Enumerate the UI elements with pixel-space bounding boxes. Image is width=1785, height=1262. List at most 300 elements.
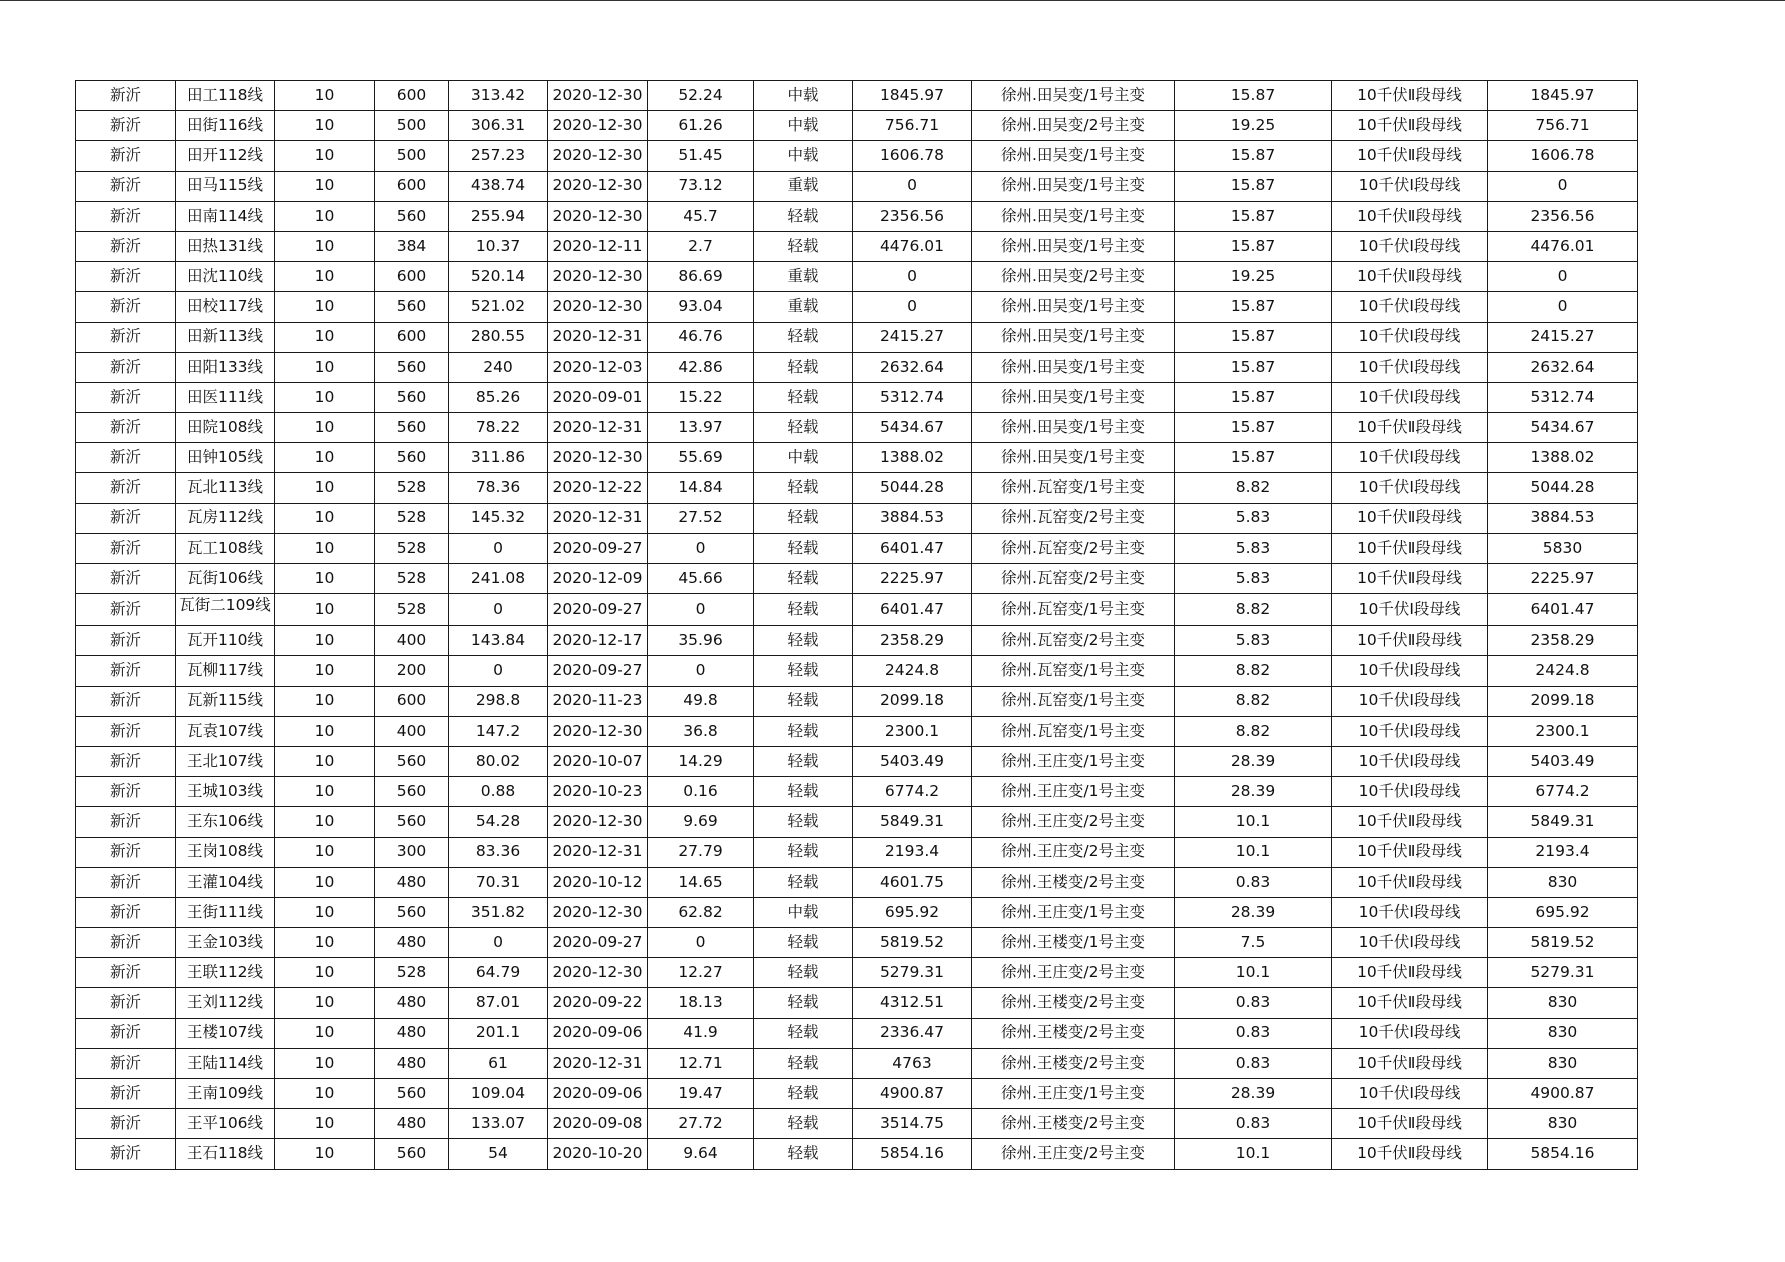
county-cell: 新沂 bbox=[76, 231, 176, 261]
margin-cell: 5044.28 bbox=[853, 473, 972, 503]
rated-current-cell: 528 bbox=[375, 503, 449, 533]
table-row bbox=[76, 171, 1638, 201]
margin-cell: 4601.75 bbox=[853, 867, 972, 897]
load-current-cell: 10.37 bbox=[449, 231, 548, 261]
load-current-cell: 64.79 bbox=[449, 958, 548, 988]
county-cell: 新沂 bbox=[76, 1018, 176, 1048]
margin-cell: 5279.31 bbox=[853, 958, 972, 988]
load-rate-cell: 12.27 bbox=[648, 958, 754, 988]
rated-current-cell: 560 bbox=[375, 443, 449, 473]
load-status-cell: 轻载 bbox=[754, 1079, 853, 1109]
load-current-cell: 438.74 bbox=[449, 171, 548, 201]
load-status-cell: 轻载 bbox=[754, 716, 853, 746]
table-row bbox=[76, 656, 1638, 686]
load-rate-cell: 46.76 bbox=[648, 322, 754, 352]
table-row bbox=[76, 533, 1638, 563]
table-row bbox=[76, 443, 1638, 473]
load-rate-cell: 61.26 bbox=[648, 111, 754, 141]
transformer-rate-cell: 15.87 bbox=[1175, 171, 1332, 201]
voltage-cell: 10 bbox=[275, 352, 375, 382]
date-cell: 2020-09-06 bbox=[548, 1018, 648, 1048]
date-cell: 2020-12-11 bbox=[548, 231, 648, 261]
rated-current-cell: 480 bbox=[375, 988, 449, 1018]
rated-current-cell: 600 bbox=[375, 171, 449, 201]
date-cell: 2020-12-30 bbox=[548, 716, 648, 746]
load-status-cell: 轻载 bbox=[754, 746, 853, 776]
capacity-cell: 2193.4 bbox=[1488, 837, 1638, 867]
busbar-cell: 10千伏Ⅰ段母线 bbox=[1332, 928, 1488, 958]
voltage-cell: 10 bbox=[275, 292, 375, 322]
date-cell: 2020-12-30 bbox=[548, 111, 648, 141]
margin-cell: 5403.49 bbox=[853, 746, 972, 776]
load-status-cell: 轻载 bbox=[754, 656, 853, 686]
busbar-cell: 10千伏Ⅰ段母线 bbox=[1332, 746, 1488, 776]
load-current-cell: 87.01 bbox=[449, 988, 548, 1018]
line-name-cell: 王北107线 bbox=[176, 746, 275, 776]
transformer-cell: 徐州.王庄变/1号主变 bbox=[972, 746, 1175, 776]
date-cell: 2020-09-01 bbox=[548, 382, 648, 412]
transformer-cell: 徐州.田吴变/1号主变 bbox=[972, 382, 1175, 412]
capacity-cell: 830 bbox=[1488, 1018, 1638, 1048]
rated-current-cell: 600 bbox=[375, 81, 449, 111]
county-cell: 新沂 bbox=[76, 352, 176, 382]
busbar-cell: 10千伏Ⅰ段母线 bbox=[1332, 656, 1488, 686]
line-name-cell: 田钟105线 bbox=[176, 443, 275, 473]
voltage-cell: 10 bbox=[275, 928, 375, 958]
load-rate-cell: 12.71 bbox=[648, 1048, 754, 1078]
load-current-cell: 255.94 bbox=[449, 201, 548, 231]
load-rate-cell: 42.86 bbox=[648, 352, 754, 382]
county-cell: 新沂 bbox=[76, 1048, 176, 1078]
table-row bbox=[76, 716, 1638, 746]
rated-current-cell: 560 bbox=[375, 1079, 449, 1109]
capacity-cell: 0 bbox=[1488, 262, 1638, 292]
capacity-cell: 2300.1 bbox=[1488, 716, 1638, 746]
transformer-rate-cell: 0.83 bbox=[1175, 988, 1332, 1018]
load-rate-cell: 0 bbox=[648, 928, 754, 958]
load-rate-cell: 14.84 bbox=[648, 473, 754, 503]
capacity-cell: 5849.31 bbox=[1488, 807, 1638, 837]
transformer-cell: 徐州.田吴变/1号主变 bbox=[972, 322, 1175, 352]
table-row bbox=[76, 322, 1638, 352]
load-current-cell: 306.31 bbox=[449, 111, 548, 141]
transformer-rate-cell: 28.39 bbox=[1175, 777, 1332, 807]
transformer-cell: 徐州.王庄变/2号主变 bbox=[972, 1139, 1175, 1169]
line-name-cell: 王陆114线 bbox=[176, 1048, 275, 1078]
table-row bbox=[76, 231, 1638, 261]
voltage-cell: 10 bbox=[275, 958, 375, 988]
load-rate-cell: 9.69 bbox=[648, 807, 754, 837]
rated-current-cell: 560 bbox=[375, 746, 449, 776]
transformer-rate-cell: 10.1 bbox=[1175, 1139, 1332, 1169]
busbar-cell: 10千伏Ⅱ段母线 bbox=[1332, 111, 1488, 141]
table-row bbox=[76, 626, 1638, 656]
load-current-cell: 298.8 bbox=[449, 686, 548, 716]
table-row bbox=[76, 837, 1638, 867]
voltage-cell: 10 bbox=[275, 1139, 375, 1169]
capacity-cell: 1845.97 bbox=[1488, 81, 1638, 111]
margin-cell: 3884.53 bbox=[853, 503, 972, 533]
date-cell: 2020-12-30 bbox=[548, 81, 648, 111]
capacity-cell: 2225.97 bbox=[1488, 564, 1638, 594]
load-status-cell: 轻载 bbox=[754, 686, 853, 716]
transformer-rate-cell: 8.82 bbox=[1175, 716, 1332, 746]
line-name-cell: 田热131线 bbox=[176, 231, 275, 261]
line-name-cell: 田新113线 bbox=[176, 322, 275, 352]
county-cell: 新沂 bbox=[76, 897, 176, 927]
transformer-cell: 徐州.田吴变/1号主变 bbox=[972, 292, 1175, 322]
transformer-cell: 徐州.田吴变/1号主变 bbox=[972, 201, 1175, 231]
rated-current-cell: 560 bbox=[375, 1139, 449, 1169]
date-cell: 2020-12-30 bbox=[548, 171, 648, 201]
margin-cell: 5312.74 bbox=[853, 382, 972, 412]
load-status-cell: 轻载 bbox=[754, 837, 853, 867]
line-name-cell: 王南109线 bbox=[176, 1079, 275, 1109]
table-row bbox=[76, 928, 1638, 958]
date-cell: 2020-12-31 bbox=[548, 413, 648, 443]
capacity-cell: 5830 bbox=[1488, 533, 1638, 563]
load-rate-cell: 45.7 bbox=[648, 201, 754, 231]
rated-current-cell: 480 bbox=[375, 1109, 449, 1139]
rated-current-cell: 500 bbox=[375, 141, 449, 171]
line-name-cell: 王岗108线 bbox=[176, 837, 275, 867]
transformer-cell: 徐州.田吴变/1号主变 bbox=[972, 231, 1175, 261]
date-cell: 2020-12-30 bbox=[548, 897, 648, 927]
capacity-cell: 756.71 bbox=[1488, 111, 1638, 141]
line-name-cell: 田开112线 bbox=[176, 141, 275, 171]
date-cell: 2020-10-23 bbox=[548, 777, 648, 807]
margin-cell: 4312.51 bbox=[853, 988, 972, 1018]
county-cell: 新沂 bbox=[76, 626, 176, 656]
voltage-cell: 10 bbox=[275, 656, 375, 686]
busbar-cell: 10千伏Ⅰ段母线 bbox=[1332, 352, 1488, 382]
load-status-cell: 轻载 bbox=[754, 928, 853, 958]
rated-current-cell: 200 bbox=[375, 656, 449, 686]
table-row bbox=[76, 746, 1638, 776]
load-status-cell: 轻载 bbox=[754, 322, 853, 352]
line-name-cell: 王灌104线 bbox=[176, 867, 275, 897]
load-status-cell: 轻载 bbox=[754, 231, 853, 261]
date-cell: 2020-12-31 bbox=[548, 837, 648, 867]
load-current-cell: 240 bbox=[449, 352, 548, 382]
load-rate-cell: 51.45 bbox=[648, 141, 754, 171]
rated-current-cell: 480 bbox=[375, 1018, 449, 1048]
date-cell: 2020-09-27 bbox=[548, 656, 648, 686]
rated-current-cell: 560 bbox=[375, 777, 449, 807]
load-rate-cell: 2.7 bbox=[648, 231, 754, 261]
load-rate-cell: 35.96 bbox=[648, 626, 754, 656]
load-status-cell: 中载 bbox=[754, 897, 853, 927]
table-row bbox=[76, 897, 1638, 927]
county-cell: 新沂 bbox=[76, 716, 176, 746]
busbar-cell: 10千伏Ⅱ段母线 bbox=[1332, 81, 1488, 111]
table-row bbox=[76, 292, 1638, 322]
date-cell: 2020-12-22 bbox=[548, 473, 648, 503]
load-rate-cell: 18.13 bbox=[648, 988, 754, 1018]
transformer-cell: 徐州.瓦窑变/1号主变 bbox=[972, 716, 1175, 746]
line-name-cell: 田院108线 bbox=[176, 413, 275, 443]
voltage-cell: 10 bbox=[275, 533, 375, 563]
county-cell: 新沂 bbox=[76, 533, 176, 563]
line-name-cell: 瓦柳117线 bbox=[176, 656, 275, 686]
transformer-rate-cell: 19.25 bbox=[1175, 111, 1332, 141]
load-status-cell: 轻载 bbox=[754, 626, 853, 656]
line-name-cell: 王东106线 bbox=[176, 807, 275, 837]
voltage-cell: 10 bbox=[275, 262, 375, 292]
rated-current-cell: 480 bbox=[375, 867, 449, 897]
margin-cell: 4900.87 bbox=[853, 1079, 972, 1109]
load-rate-cell: 41.9 bbox=[648, 1018, 754, 1048]
load-rate-cell: 14.29 bbox=[648, 746, 754, 776]
capacity-cell: 6774.2 bbox=[1488, 777, 1638, 807]
capacity-cell: 5403.49 bbox=[1488, 746, 1638, 776]
date-cell: 2020-12-30 bbox=[548, 443, 648, 473]
load-current-cell: 109.04 bbox=[449, 1079, 548, 1109]
capacity-cell: 4476.01 bbox=[1488, 231, 1638, 261]
capacity-cell: 695.92 bbox=[1488, 897, 1638, 927]
capacity-cell: 6401.47 bbox=[1488, 594, 1638, 626]
load-rate-cell: 27.72 bbox=[648, 1109, 754, 1139]
transformer-cell: 徐州.田吴变/1号主变 bbox=[972, 81, 1175, 111]
voltage-cell: 10 bbox=[275, 231, 375, 261]
transformer-rate-cell: 15.87 bbox=[1175, 382, 1332, 412]
load-current-cell: 133.07 bbox=[449, 1109, 548, 1139]
rated-current-cell: 528 bbox=[375, 958, 449, 988]
county-cell: 新沂 bbox=[76, 81, 176, 111]
load-current-cell: 83.36 bbox=[449, 837, 548, 867]
margin-cell: 5854.16 bbox=[853, 1139, 972, 1169]
load-rate-cell: 14.65 bbox=[648, 867, 754, 897]
load-current-cell: 311.86 bbox=[449, 443, 548, 473]
line-name-cell bbox=[176, 594, 275, 626]
voltage-cell: 10 bbox=[275, 413, 375, 443]
capacity-cell: 5279.31 bbox=[1488, 958, 1638, 988]
capacity-cell: 5434.67 bbox=[1488, 413, 1638, 443]
load-rate-cell: 86.69 bbox=[648, 262, 754, 292]
margin-cell: 1845.97 bbox=[853, 81, 972, 111]
transformer-cell: 徐州.田吴变/2号主变 bbox=[972, 262, 1175, 292]
date-cell: 2020-12-30 bbox=[548, 201, 648, 231]
date-cell: 2020-12-31 bbox=[548, 322, 648, 352]
busbar-cell: 10千伏Ⅰ段母线 bbox=[1332, 897, 1488, 927]
county-cell: 新沂 bbox=[76, 262, 176, 292]
transformer-cell: 徐州.王庄变/2号主变 bbox=[972, 837, 1175, 867]
line-name-cell: 王平106线 bbox=[176, 1109, 275, 1139]
transformer-rate-cell: 10.1 bbox=[1175, 807, 1332, 837]
rated-current-cell: 560 bbox=[375, 352, 449, 382]
date-cell: 2020-12-30 bbox=[548, 262, 648, 292]
margin-cell: 2300.1 bbox=[853, 716, 972, 746]
transformer-rate-cell: 28.39 bbox=[1175, 897, 1332, 927]
busbar-cell: 10千伏Ⅱ段母线 bbox=[1332, 807, 1488, 837]
margin-cell: 0 bbox=[853, 262, 972, 292]
load-current-cell: 280.55 bbox=[449, 322, 548, 352]
transformer-rate-cell: 15.87 bbox=[1175, 443, 1332, 473]
busbar-cell: 10千伏Ⅰ段母线 bbox=[1332, 171, 1488, 201]
margin-cell: 6774.2 bbox=[853, 777, 972, 807]
load-current-cell: 145.32 bbox=[449, 503, 548, 533]
margin-cell: 2193.4 bbox=[853, 837, 972, 867]
capacity-cell: 830 bbox=[1488, 867, 1638, 897]
county-cell: 新沂 bbox=[76, 594, 176, 626]
transformer-cell: 徐州.王庄变/1号主变 bbox=[972, 777, 1175, 807]
rated-current-cell: 528 bbox=[375, 594, 449, 626]
busbar-cell: 10千伏Ⅰ段母线 bbox=[1332, 322, 1488, 352]
top-border-line bbox=[0, 0, 1785, 1]
transformer-rate-cell: 15.87 bbox=[1175, 352, 1332, 382]
rated-current-cell: 384 bbox=[375, 231, 449, 261]
table-row bbox=[76, 594, 1638, 626]
transformer-cell: 徐州.田吴变/1号主变 bbox=[972, 141, 1175, 171]
capacity-cell: 2099.18 bbox=[1488, 686, 1638, 716]
rated-current-cell: 528 bbox=[375, 564, 449, 594]
transformer-rate-cell: 0.83 bbox=[1175, 1018, 1332, 1048]
capacity-cell: 5854.16 bbox=[1488, 1139, 1638, 1169]
table-row bbox=[76, 777, 1638, 807]
load-rate-cell: 55.69 bbox=[648, 443, 754, 473]
load-status-cell: 重载 bbox=[754, 292, 853, 322]
county-cell: 新沂 bbox=[76, 988, 176, 1018]
voltage-cell: 10 bbox=[275, 716, 375, 746]
transformer-cell: 徐州.田吴变/1号主变 bbox=[972, 171, 1175, 201]
busbar-cell: 10千伏Ⅱ段母线 bbox=[1332, 1109, 1488, 1139]
rated-current-cell: 560 bbox=[375, 382, 449, 412]
capacity-cell: 2632.64 bbox=[1488, 352, 1638, 382]
county-cell: 新沂 bbox=[76, 201, 176, 231]
line-name-cell: 王刘112线 bbox=[176, 988, 275, 1018]
voltage-cell: 10 bbox=[275, 1109, 375, 1139]
load-current-cell: 313.42 bbox=[449, 81, 548, 111]
rated-current-cell: 300 bbox=[375, 837, 449, 867]
county-cell: 新沂 bbox=[76, 1079, 176, 1109]
capacity-cell: 0 bbox=[1488, 171, 1638, 201]
busbar-cell: 10千伏Ⅰ段母线 bbox=[1332, 716, 1488, 746]
busbar-cell: 10千伏Ⅱ段母线 bbox=[1332, 988, 1488, 1018]
voltage-cell: 10 bbox=[275, 867, 375, 897]
margin-cell: 5819.52 bbox=[853, 928, 972, 958]
capacity-cell: 2415.27 bbox=[1488, 322, 1638, 352]
margin-cell: 0 bbox=[853, 292, 972, 322]
busbar-cell: 10千伏Ⅱ段母线 bbox=[1332, 626, 1488, 656]
margin-cell: 3514.75 bbox=[853, 1109, 972, 1139]
table-row bbox=[76, 111, 1638, 141]
transformer-rate-cell: 10.1 bbox=[1175, 837, 1332, 867]
table-row bbox=[76, 352, 1638, 382]
line-name-cell: 田校117线 bbox=[176, 292, 275, 322]
load-status-cell: 轻载 bbox=[754, 958, 853, 988]
margin-cell: 1606.78 bbox=[853, 141, 972, 171]
county-cell: 新沂 bbox=[76, 686, 176, 716]
county-cell: 新沂 bbox=[76, 503, 176, 533]
busbar-cell: 10千伏Ⅰ段母线 bbox=[1332, 686, 1488, 716]
busbar-cell: 10千伏Ⅱ段母线 bbox=[1332, 503, 1488, 533]
load-rate-cell: 15.22 bbox=[648, 382, 754, 412]
date-cell: 2020-10-12 bbox=[548, 867, 648, 897]
table-row bbox=[76, 81, 1638, 111]
table-row bbox=[76, 1018, 1638, 1048]
line-name-cell: 田医111线 bbox=[176, 382, 275, 412]
transformer-cell: 徐州.瓦窑变/2号主变 bbox=[972, 626, 1175, 656]
load-rate-cell: 52.24 bbox=[648, 81, 754, 111]
load-current-cell: 143.84 bbox=[449, 626, 548, 656]
table-row bbox=[76, 413, 1638, 443]
line-name-cell: 瓦开110线 bbox=[176, 626, 275, 656]
transformer-cell: 徐州.王楼变/2号主变 bbox=[972, 1109, 1175, 1139]
capacity-cell: 830 bbox=[1488, 1048, 1638, 1078]
county-cell: 新沂 bbox=[76, 1139, 176, 1169]
rated-current-cell: 480 bbox=[375, 928, 449, 958]
line-name-cell: 瓦房112线 bbox=[176, 503, 275, 533]
load-rate-cell: 49.8 bbox=[648, 686, 754, 716]
county-cell: 新沂 bbox=[76, 292, 176, 322]
transformer-cell: 徐州.王楼变/2号主变 bbox=[972, 1048, 1175, 1078]
table-row bbox=[76, 564, 1638, 594]
busbar-cell: 10千伏Ⅰ段母线 bbox=[1332, 777, 1488, 807]
county-cell: 新沂 bbox=[76, 564, 176, 594]
capacity-cell: 830 bbox=[1488, 1109, 1638, 1139]
date-cell: 2020-11-23 bbox=[548, 686, 648, 716]
transformer-rate-cell: 0.83 bbox=[1175, 1048, 1332, 1078]
load-status-cell: 轻载 bbox=[754, 473, 853, 503]
voltage-cell: 10 bbox=[275, 382, 375, 412]
date-cell: 2020-12-31 bbox=[548, 503, 648, 533]
margin-cell: 756.71 bbox=[853, 111, 972, 141]
busbar-cell: 10千伏Ⅱ段母线 bbox=[1332, 141, 1488, 171]
line-name-cell: 田沈110线 bbox=[176, 262, 275, 292]
table-row bbox=[76, 1048, 1638, 1078]
margin-cell: 2099.18 bbox=[853, 686, 972, 716]
line-name-cell: 瓦袁107线 bbox=[176, 716, 275, 746]
voltage-cell: 10 bbox=[275, 1018, 375, 1048]
load-current-cell: 241.08 bbox=[449, 564, 548, 594]
line-name-cell: 瓦工108线 bbox=[176, 533, 275, 563]
voltage-cell: 10 bbox=[275, 807, 375, 837]
busbar-cell: 10千伏Ⅱ段母线 bbox=[1332, 837, 1488, 867]
transformer-rate-cell: 15.87 bbox=[1175, 81, 1332, 111]
rated-current-cell: 600 bbox=[375, 322, 449, 352]
line-name-cell: 瓦街106线 bbox=[176, 564, 275, 594]
capacity-cell: 4900.87 bbox=[1488, 1079, 1638, 1109]
county-cell: 新沂 bbox=[76, 958, 176, 988]
busbar-cell: 10千伏Ⅱ段母线 bbox=[1332, 262, 1488, 292]
load-rate-cell: 0.16 bbox=[648, 777, 754, 807]
county-cell: 新沂 bbox=[76, 807, 176, 837]
load-status-cell: 轻载 bbox=[754, 352, 853, 382]
transformer-rate-cell: 5.83 bbox=[1175, 564, 1332, 594]
line-name-cell: 王城103线 bbox=[176, 777, 275, 807]
margin-cell: 2336.47 bbox=[853, 1018, 972, 1048]
line-name-cell: 田阳133线 bbox=[176, 352, 275, 382]
load-status-cell: 轻载 bbox=[754, 988, 853, 1018]
line-name-cell: 田工118线 bbox=[176, 81, 275, 111]
load-current-cell: 520.14 bbox=[449, 262, 548, 292]
load-current-cell: 78.22 bbox=[449, 413, 548, 443]
date-cell: 2020-09-22 bbox=[548, 988, 648, 1018]
date-cell: 2020-12-30 bbox=[548, 958, 648, 988]
load-status-cell: 重载 bbox=[754, 171, 853, 201]
transformer-cell: 徐州.王庄变/2号主变 bbox=[972, 958, 1175, 988]
margin-cell: 695.92 bbox=[853, 897, 972, 927]
capacity-cell: 1606.78 bbox=[1488, 141, 1638, 171]
load-rate-cell: 73.12 bbox=[648, 171, 754, 201]
line-name-cell: 瓦北113线 bbox=[176, 473, 275, 503]
load-rate-cell: 36.8 bbox=[648, 716, 754, 746]
transformer-cell: 徐州.王楼变/2号主变 bbox=[972, 867, 1175, 897]
transformer-rate-cell: 8.82 bbox=[1175, 686, 1332, 716]
load-status-cell: 轻载 bbox=[754, 777, 853, 807]
load-rate-cell: 27.52 bbox=[648, 503, 754, 533]
load-current-cell: 70.31 bbox=[449, 867, 548, 897]
